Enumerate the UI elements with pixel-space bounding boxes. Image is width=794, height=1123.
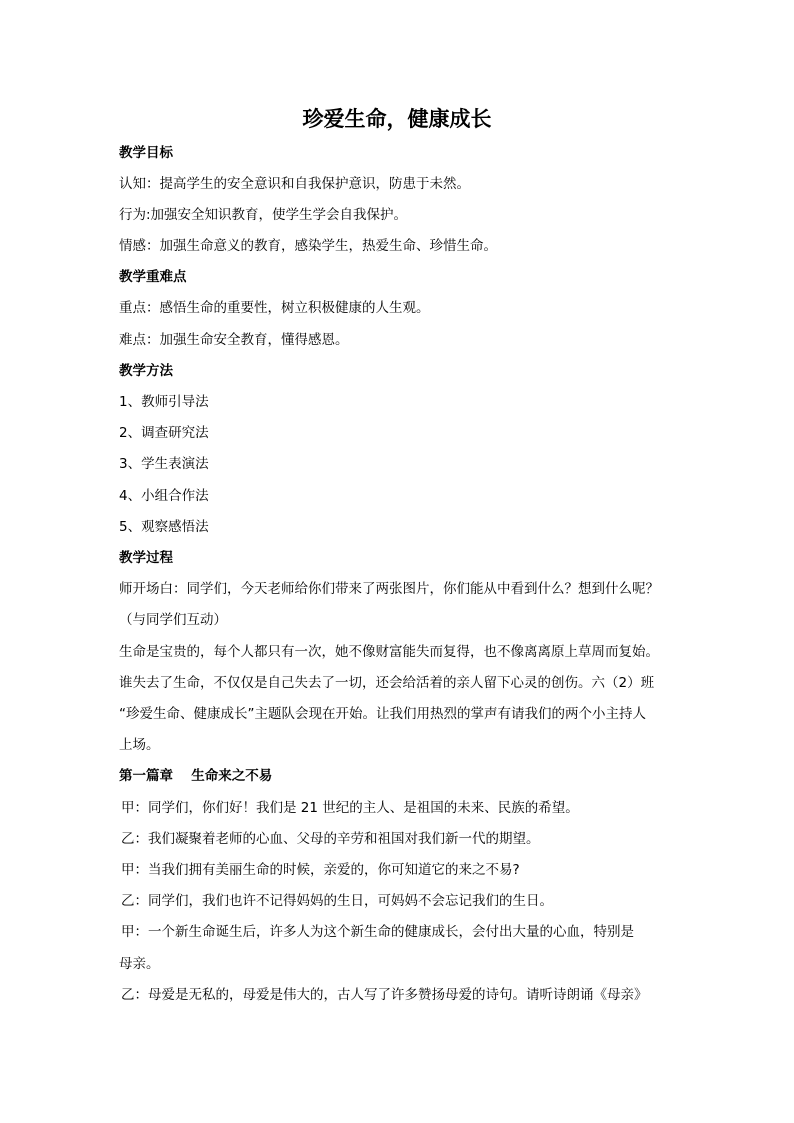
- dialogue-line: 乙：我们凝聚着老师的心血、父母的辛劳和祖国对我们新一代的期望。: [121, 831, 540, 847]
- section-heading-methods: 教学方法: [119, 363, 173, 379]
- section-heading-key-points: 教学重难点: [119, 269, 187, 285]
- document-title: 珍爱生命，健康成长: [302, 107, 492, 131]
- process-line: “珍爱生命、健康成长”主题队会现在开始。让我们用热烈的掌声有请我们的两个小主持人: [119, 706, 646, 722]
- process-line: （与同学们互动）: [119, 612, 227, 628]
- section-heading-goals: 教学目标: [119, 145, 173, 161]
- method-item: 5、观察感悟法: [119, 519, 209, 535]
- dialogue-line: 母亲。: [119, 956, 160, 972]
- chapter-heading: 第一篇章 生命来之不易: [119, 768, 273, 784]
- difficult-point: 难点：加强生命安全教育，懂得感恩。: [119, 332, 349, 348]
- goal-behavior: 行为:加强安全知识教育，使学生学会自我保护。: [119, 207, 408, 223]
- method-item: 1、教师引导法: [119, 394, 209, 410]
- process-line: 上场。: [119, 737, 160, 753]
- dialogue-line: 甲：当我们拥有美丽生命的时候，亲爱的，你可知道它的来之不易?: [121, 862, 520, 878]
- method-item: 3、学生表演法: [119, 456, 209, 472]
- process-line: 谁失去了生命，不仅仅是自己失去了一切，还会给活着的亲人留下心灵的创伤。六（2）班: [119, 675, 655, 691]
- process-line: 师开场白：同学们，今天老师给你们带来了两张图片，你们能从中看到什么？想到什么呢？: [119, 581, 659, 597]
- key-point: 重点：感悟生命的重要性，树立积极健康的人生观。: [119, 300, 430, 316]
- method-item: 2、调查研究法: [119, 425, 209, 441]
- dialogue-line: 乙：母爱是无私的，母爱是伟大的，古人写了许多赞扬母爱的诗句。请听诗朗诵《母亲》: [121, 987, 648, 1003]
- dialogue-line: 乙：同学们，我们也许不记得妈妈的生日，可妈妈不会忘记我们的生日。: [121, 893, 553, 909]
- method-item: 4、小组合作法: [119, 488, 209, 504]
- section-heading-process: 教学过程: [119, 550, 173, 566]
- process-line: 生命是宝贵的，每个人都只有一次，她不像财富能失而复得，也不像离离原上草周而复始。: [119, 644, 659, 660]
- goal-emotion: 情感：加强生命意义的教育，感染学生，热爱生命、珍惜生命。: [119, 238, 497, 254]
- dialogue-line: 甲：一个新生命诞生后，许多人为这个新生命的健康成长，会付出大量的心血，特别是: [121, 924, 634, 940]
- goal-cognition: 认知：提高学生的安全意识和自我保护意识，防患于未然。: [119, 176, 470, 192]
- dialogue-line: 甲：同学们，你们好！我们是 21 世纪的主人、是祖国的未来、民族的希望。: [121, 800, 579, 816]
